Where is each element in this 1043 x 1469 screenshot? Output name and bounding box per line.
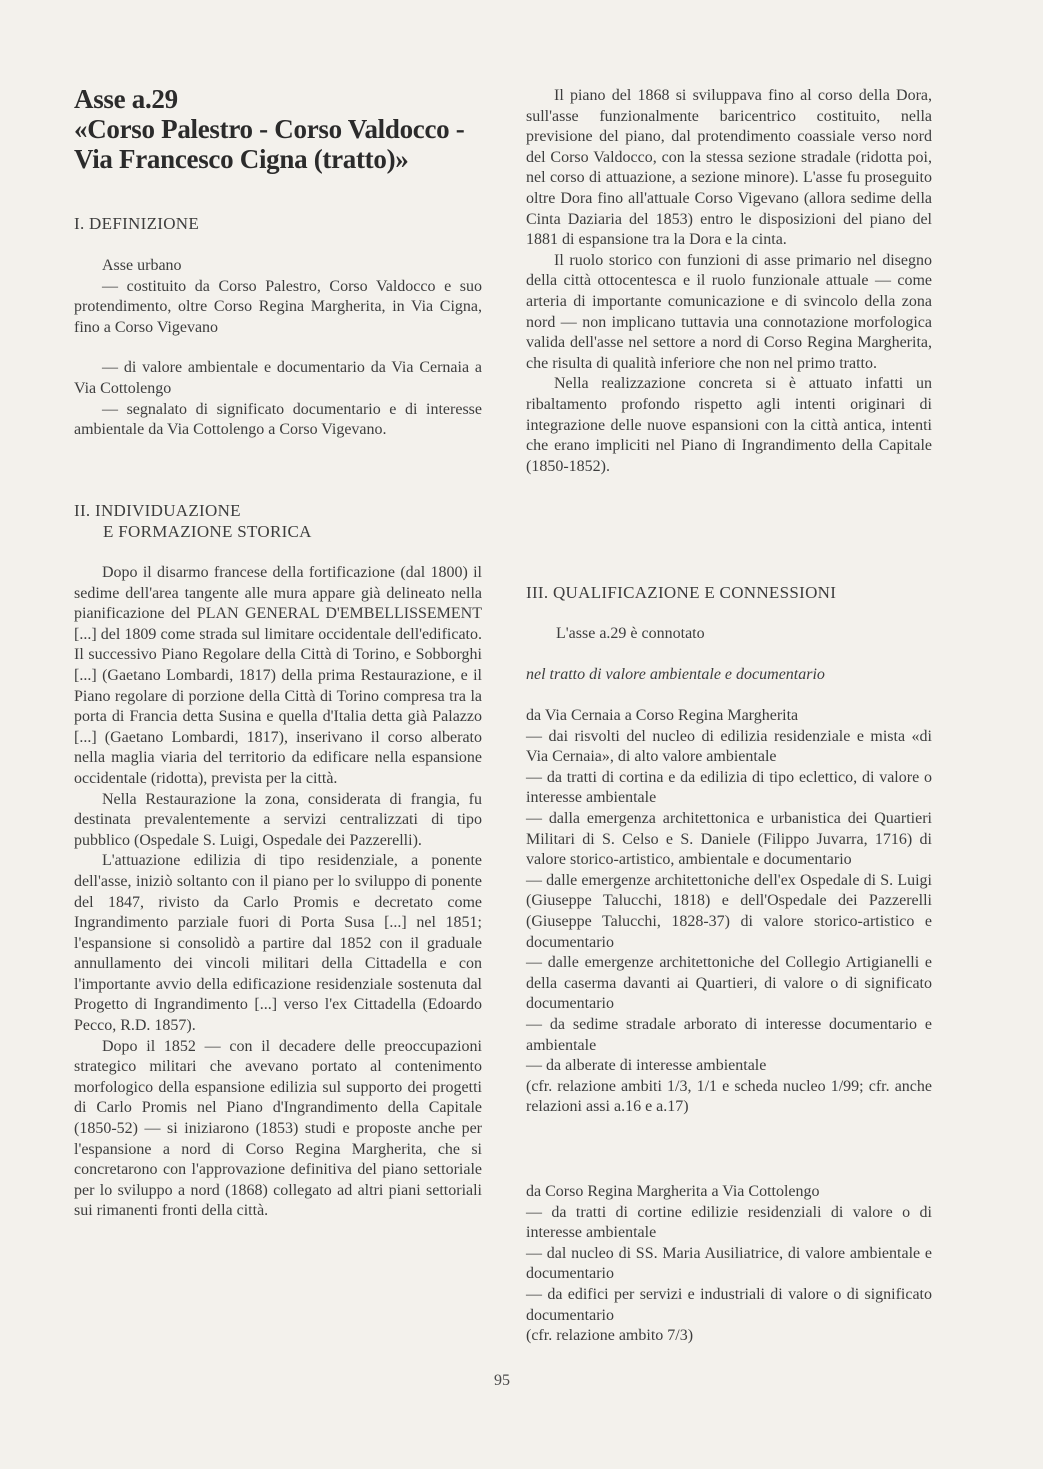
tratto-2-item: — da tratti di cortine edilizie residenziali di valore o di interesse ambientale <box>526 1203 932 1242</box>
section-1-paragraph-2: — di valore ambientale e documentario da Via Cernaia a Via Cottolengo <box>74 359 482 397</box>
section-2-body-right <box>526 86 932 477</box>
tratto-2 <box>526 1182 932 1347</box>
tratto-2-item: — dal nucleo di SS. Maria Ausiliatrice, di valore ambientale e documentario <box>526 1244 932 1283</box>
section-2-paragraph-4: Dopo il 1852 — con il decadere delle preoccupazioni strategico militari che avevano portato al contenimento morfologico della espansione edilizia sul supporto dei progetti di Carlo Promis nel Piano d'Ingrandimento della Capitale (1850-52) — si iniziarono (1853) studi e proposte anche per l'espansione a nord di Corso Regina Margherita, che si concretarono con l'approvazione definitiva del piano settoriale per lo sviluppo a nord (1868) collegato ad altri piani settoriali sui rimanenti fronti della città. <box>74 1037 482 1220</box>
section-1-body <box>74 256 482 441</box>
tratto-1-item: — dalla emergenza architettonica e urbanistica dei Quartieri Militari di S. Celso e S. Daniele (Filippo Juvarra, 1716) di valore storico-artistico, ambientale e documentario <box>526 809 932 869</box>
section-2-body-left <box>74 563 482 1222</box>
page-number: 95 <box>494 1372 510 1389</box>
title-line-1: Asse a.29 <box>74 84 178 114</box>
section-2-heading-line-1: II. INDIVIDUAZIONE <box>74 501 241 520</box>
tratto-1-item: — dalle emergenze architettoniche del Collegio Artigianelli e della caserma davanti ai Quartieri, di valore o di significato documentario <box>526 954 932 1013</box>
section-1-intro: Asse urbano <box>102 257 182 274</box>
section-1-paragraph-1: — costituito da Corso Palestro, Corso Valdocco e suo protendimento, oltre Corso Regina Margherita, in Via Cigna, fino a Corso Vigevano <box>74 277 482 336</box>
tratto-2-item: — da edifici per servizi e industriali di valore o di significato documentario <box>526 1285 932 1324</box>
tratto-1-item: — da sedime stradale arborato di interesse documentario e ambientale <box>526 1015 932 1054</box>
section-2-heading <box>74 500 312 542</box>
section-2-paragraph-6: Il ruolo storico con funzioni di asse primario nel disegno della città ottocentesca e il ruolo funzionale attuale — come arteria di importante comunicazione e di svincolo della zona nord — non implicano tuttavia una connotazione morfologica valida dell'asse nel settore a nord di Corso Regina Margherita, che risulta di qualità inferiore che non nel primo tratto. <box>526 251 932 372</box>
tratto-1-item: — dai risvolti del nucleo di edilizia residenziale e mista «di Via Cernaia», di alto valore ambientale <box>526 727 932 766</box>
title-line-2: «Corso Palestro - Corso Valdocco - <box>74 114 465 144</box>
section-2-heading-line-2: E FORMAZIONE STORICA <box>103 522 312 541</box>
tratto-1-item: — dalle emergenze architettoniche dell'ex Ospedale di S. Luigi (Giuseppe Talucchi, 1818) e dell'Ospedale dei Pazzerelli (Giuseppe Talucchi, 1828-37) di valore storico-artistico e documentario <box>526 871 932 951</box>
section-2-paragraph-1: Dopo il disarmo francese della fortificazione (dal 1800) il sedime dell'area tangente alle mura appare già delineato nella pianificazione del PLAN GENERAL D'EMBELLISSEMENT [...] del 1809 come strada sul limitare occidentale dell'edificato. Il successivo Piano Regolare della Città di Torino, e Sobborghi [...] (Gaetano Lombardi, 1817) della prima Restaurazione, e il Piano regolare di porzione della Città di Torino compresa tra la porta di Francia detta Susina e quella d'Italia detta già Palazzo [...] (Gaetano Lombardi, 1817), inserivano il corso alberato nella maglia viaria del territorio da edificare nella espansione occidentale (ridotta), prevista per la città. <box>74 564 482 787</box>
tratto-2-reference: (cfr. relazione ambito 7/3) <box>526 1327 694 1345</box>
tratto-1 <box>526 706 932 1118</box>
section-3-heading: III. QUALIFICAZIONE E CONNESSIONI <box>526 583 837 602</box>
title-line-3: Via Francesco Cigna (tratto)» <box>74 144 409 174</box>
section-3-intro: L'asse a.29 è connotato <box>556 625 705 642</box>
tratto-2-title: da Corso Regina Margherita a Via Cottolengo <box>526 1183 820 1200</box>
tratto-1-item: — da alberate di interesse ambientale <box>526 1057 767 1075</box>
section-2-paragraph-5: Il piano del 1868 si sviluppava fino al corso della Dora, sull'asse funzionalmente baricentrico costituito, nella previsione del piano, dal protendimento coassiale verso nord del Corso Valdocco, con la stessa sezione stradale (ridotta poi, nel corso di attuazione, a sezione minore). L'asse fu proseguito oltre Dora fino all'attuale Corso Vigevano (allora sedime della Cinta Daziaria del 1853) entro le disposizioni del piano del 1881 di espansione tra la Dora e la cinta. <box>526 87 932 249</box>
section-1-paragraph-3: — segnalato di significato documentario e di interesse ambientale da Via Cottolengo a Corso Vigevano. <box>74 400 482 439</box>
section-2-paragraph-3: L'attuazione edilizia di tipo residenziale, a ponente dell'asse, iniziò soltanto con il piano per lo sviluppo di ponente del 1847, rivisto da Carlo Promis e decretato come Ingrandimento parziale fuori di Porta Susa [...] nel 1851; l'espansione si consolidò a partire dal 1852 con il graduale annullamento dei vincoli militari della Cittadella e con l'importante avvio della edificazione residenziale sostenuta dal Progetto di Ingrandimento [...] verso l'ex Cittadella (Edoardo Pecco, R.D. 1857). <box>74 852 482 1035</box>
page-title <box>74 84 494 174</box>
tratto-1-title: da Via Cernaia a Corso Regina Margherita <box>526 707 799 724</box>
tratto-1-reference: (cfr. relazione ambiti 1/3, 1/1 e scheda nucleo 1/99; cfr. anche relazioni assi a.16 e a.17) <box>526 1077 932 1116</box>
tratto-1-item: — da tratti di cortina e da edilizia di tipo eclettico, di valore o interesse ambientale <box>526 768 932 807</box>
section-2-paragraph-2: Nella Restaurazione la zona, considerata di frangia, fu destinata prevalentemente a servizi centralizzati di tipo pubblico (Ospedale S. Luigi, Ospedale dei Pazzerelli). <box>74 790 482 849</box>
section-3-italic-subheading: nel tratto di valore ambientale e documentario <box>526 666 825 683</box>
section-2-paragraph-7: Nella realizzazione concreta si è attuato infatti un ribaltamento profondo rispetto agli intenti originari di integrazione delle nuove espansioni con la città antica, intenti che erano impliciti nel Piano di Ingrandimento della Capitale (1850-1852). <box>526 375 932 475</box>
section-1-heading: I. DEFINIZIONE <box>74 214 200 233</box>
